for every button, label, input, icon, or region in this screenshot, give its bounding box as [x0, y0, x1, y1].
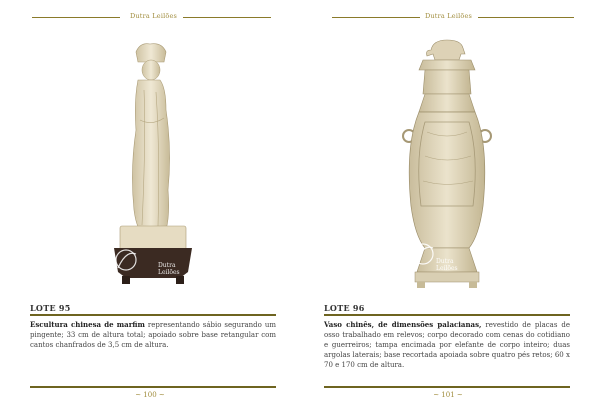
lot-title: Escultura chinesa de marfim — [30, 320, 145, 329]
lot-rule — [30, 314, 276, 316]
page-number: ~ 101 ~ — [433, 391, 463, 399]
watermark-line-1: Dutra — [158, 262, 176, 269]
right-page — [300, 0, 600, 420]
lot-body: representando sábio segurando um pingente; 33 cm de altura total; apoiado sobre base retangular com cantos chanfrados de 3,5 cm de altura. — [30, 321, 276, 349]
header-rule-right — [183, 17, 271, 18]
watermark-line-1: Dutra — [436, 258, 454, 265]
footer-rule — [324, 386, 570, 388]
header-brand: Dutra Leilões — [425, 12, 473, 20]
lot-rule — [324, 314, 570, 316]
watermark-line-2: Leilões — [436, 265, 458, 272]
watermark-right — [436, 258, 458, 272]
page-number: ~ 100 ~ — [135, 391, 165, 399]
footer-rule — [30, 386, 276, 388]
header-brand: Dutra Leilões — [130, 12, 178, 20]
header-rule-left — [332, 17, 420, 18]
lot-title: Vaso chinês, de dimensões palacianas, — [324, 320, 482, 329]
lot-body: revestido de placas de osso trabalhado em relevos; corpo decorado com cenas do cotidiano e guerreiros; tampa encimada por elefante de corpo inteiro; duas argolas laterais; base recortada apoiada sobre quatro pés retos; 60 x 70 e 170 cm de altura. — [324, 321, 570, 369]
lot-description — [324, 320, 570, 370]
lot-label: LOTE 96 — [324, 303, 365, 313]
bone-vase-image — [395, 36, 500, 292]
watermark-left — [158, 262, 180, 276]
lot-description — [30, 320, 276, 350]
header-rule-left — [32, 17, 120, 18]
watermark-line-2: Leilões — [158, 269, 180, 276]
lot-label: LOTE 95 — [30, 303, 71, 313]
header-rule-right — [478, 17, 574, 18]
ivory-sculpture-image — [100, 40, 200, 290]
